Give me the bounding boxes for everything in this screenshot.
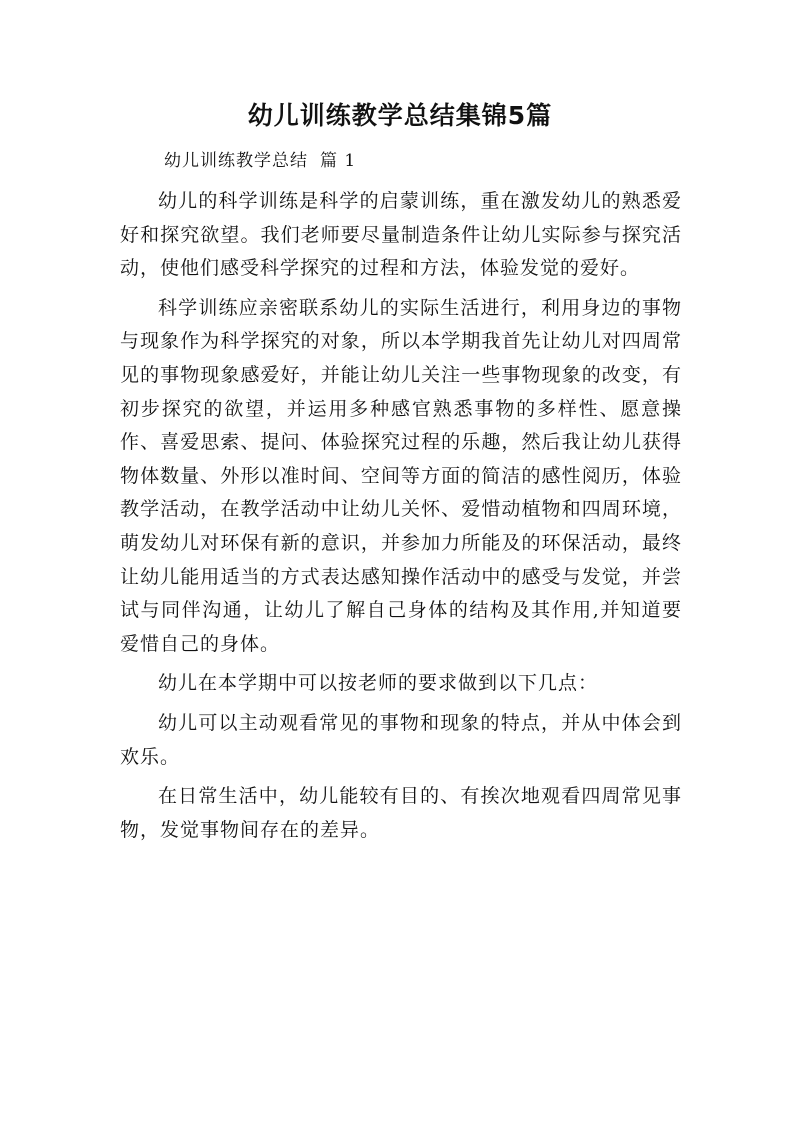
section-heading xyxy=(164,146,356,176)
section-heading-number: 篇 1 xyxy=(320,151,357,171)
document-body xyxy=(120,185,682,853)
paragraph: 幼儿的科学训练是科学的启蒙训练，重在激发幼儿的熟悉爱好和探究欲望。我们老师要尽量制造条件让幼儿实际参与探究活动，使他们感受科学探究的过程和方法，体验发觉的爱好。 xyxy=(120,190,682,280)
paragraph: 科学训练应亲密联系幼儿的实际生活进行，利用身边的事物与现象作为科学探究的对象，所以本学期我首先让幼儿对四周常见的事物现象感爱好，并能让幼儿关注一些事物现象的改变，有初步探究的欲望，并运用多种感官熟悉事物的多样性、愿意操作、喜爱思索、提问、体验探究过程的乐趣，然后我让幼儿获得物体数量、外形以准时间、空间等方面的简洁的感性阅历，体验教学活动，在教学活动中让幼儿关怀、爱惜动植物和四周环境，萌发幼儿对环保有新的意识，并参加力所能及的环保活动，最终让幼儿能用适当的方式表达感知操作活动中的感受与发觉，并尝试与同伴沟通，让幼儿了解自己身体的结构及其作用,并知道要爱惜自己的身体。 xyxy=(120,296,682,655)
paragraph: 在日常生活中，幼儿能较有目的、有挨次地观看四周常见事物，发觉事物间存在的差异。 xyxy=(120,785,682,841)
document-title: 幼儿训练教学总结集锦5篇 xyxy=(247,101,553,130)
section-heading-label: 幼儿训练教学总结 xyxy=(164,151,308,171)
paragraph: 幼儿可以主动观看常见的事物和现象的特点，并从中体会到欢乐。 xyxy=(120,711,682,768)
paragraph: 幼儿在本学期中可以按老师的要求做到以下几点： xyxy=(158,672,599,695)
